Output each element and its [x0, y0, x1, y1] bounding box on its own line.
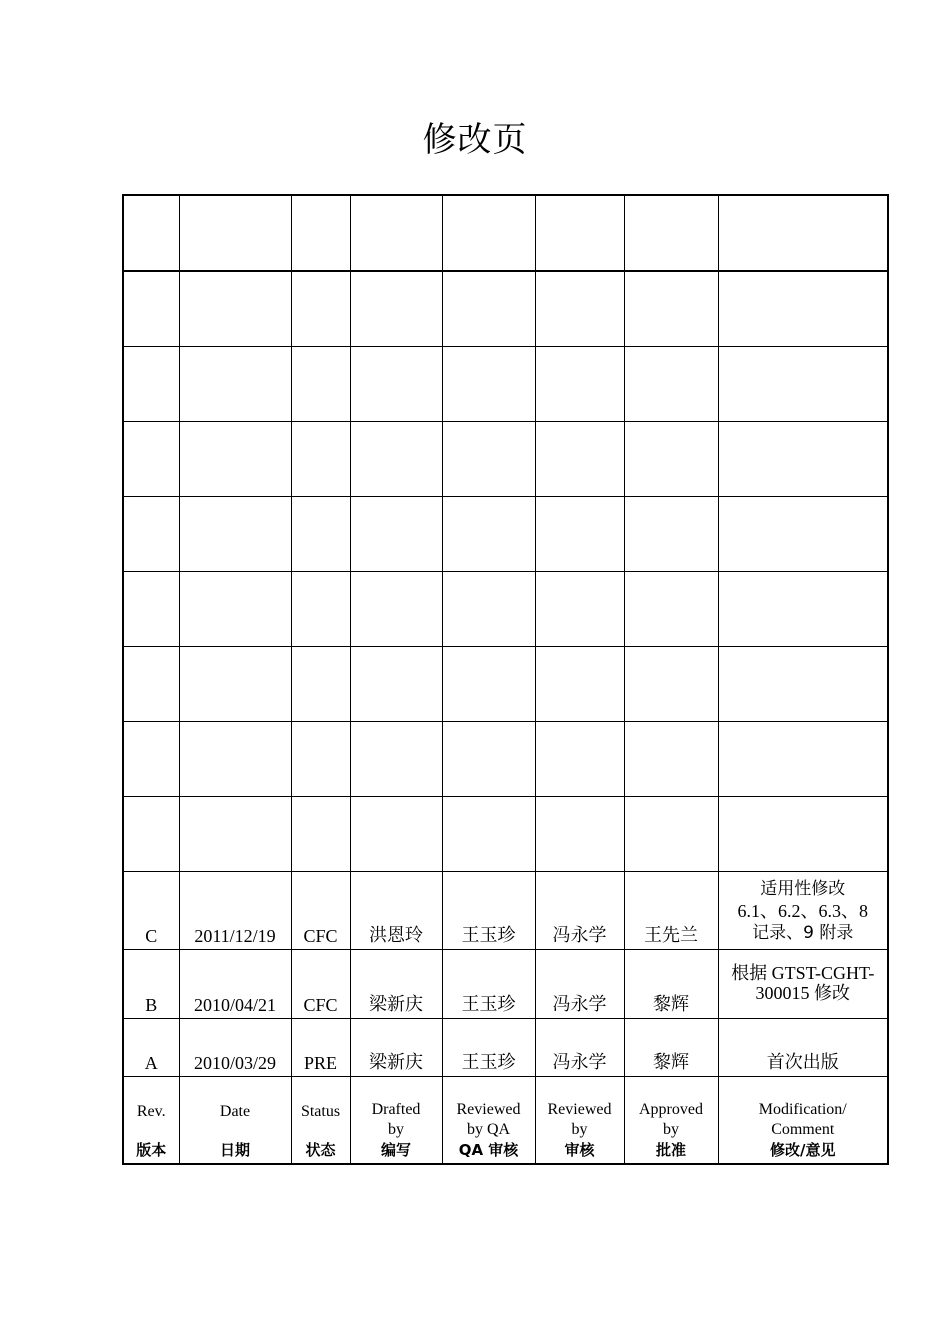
header-reviewed-qa-cn: QA 审核: [458, 1141, 519, 1159]
table-header-row: [123, 1077, 888, 1165]
drafted-cell: 洪恩玲: [350, 872, 442, 950]
table-cell: [624, 422, 718, 497]
status-cell: CFC: [291, 950, 350, 1019]
header-date-en: Date: [219, 1103, 251, 1120]
table-cell: [718, 422, 888, 497]
table-cell: [179, 722, 291, 797]
table-cell: [535, 722, 624, 797]
table-cell: [123, 797, 179, 872]
table-row-blank: [123, 797, 888, 872]
table-row-blank: [123, 497, 888, 572]
table-row-blank: [123, 572, 888, 647]
date-cell: 2011/12/19: [179, 872, 291, 950]
table-cell: [442, 422, 535, 497]
table-cell: [624, 572, 718, 647]
table-cell: [624, 271, 718, 347]
table-row-rev-a: [123, 1019, 888, 1077]
header-approved-cn: 批准: [655, 1141, 686, 1159]
header-date-cn: 日期: [219, 1141, 250, 1159]
rev-cell: C: [123, 872, 179, 950]
table-row-blank: [123, 722, 888, 797]
table-cell: [442, 572, 535, 647]
table-cell: [291, 422, 350, 497]
reviewed-qa-cell: 王玉珍: [442, 872, 535, 950]
table-cell: [624, 195, 718, 271]
comment-line: 适用性修改: [760, 878, 846, 899]
rev-cell: B: [123, 950, 179, 1019]
table-row-rev-b: [123, 950, 888, 1019]
table-cell: [291, 797, 350, 872]
header-reviewed-qa-en: Reviewed: [456, 1101, 521, 1118]
comment-line: 300015 修改: [755, 983, 850, 1003]
header-comment-en: Modification/: [758, 1101, 847, 1118]
comment-cell: [718, 950, 888, 1019]
reviewed-cell: 冯永学: [535, 1019, 624, 1077]
header-status-en: Status: [300, 1103, 341, 1120]
table-cell: [718, 347, 888, 422]
header-reviewed-qa: [442, 1077, 535, 1165]
table-cell: [718, 797, 888, 872]
comment-cell: 首次出版: [718, 1019, 888, 1077]
table-cell: [442, 497, 535, 572]
header-approved-en: Approved: [639, 1101, 703, 1118]
table-cell: [179, 195, 291, 271]
table-cell: [123, 422, 179, 497]
comment-line: 6.1、6.2、6.3、8: [737, 900, 868, 921]
table-cell: [291, 195, 350, 271]
table-cell: [291, 347, 350, 422]
table-cell: [718, 722, 888, 797]
approved-cell: 黎辉: [624, 1019, 718, 1077]
table-row-blank: [123, 347, 888, 422]
header-rev: [123, 1077, 179, 1165]
drafted-cell: 梁新庆: [350, 1019, 442, 1077]
table-cell: [442, 797, 535, 872]
date-cell: 2010/04/21: [179, 950, 291, 1019]
header-status: [291, 1077, 350, 1165]
header-rev-en: Rev.: [136, 1103, 166, 1120]
table-cell: [718, 647, 888, 722]
table-cell: [718, 497, 888, 572]
header-reviewed: [535, 1077, 624, 1165]
table-cell: [350, 572, 442, 647]
table-cell: [718, 572, 888, 647]
header-reviewed-en: Reviewed: [547, 1101, 612, 1118]
table-cell: [624, 497, 718, 572]
header-comment: [718, 1077, 888, 1165]
reviewed-qa-cell: 王玉珍: [442, 1019, 535, 1077]
table-cell: [624, 797, 718, 872]
header-comment-en2: Comment: [771, 1121, 835, 1138]
header-comment-cn: 修改/意见: [770, 1141, 836, 1159]
header-reviewed-en2: by: [571, 1121, 588, 1138]
table-cell: [179, 271, 291, 347]
table-cell: [123, 195, 179, 271]
table-cell: [123, 271, 179, 347]
table-cell: [624, 347, 718, 422]
table-cell: [442, 271, 535, 347]
header-reviewed-qa-en2: by QA: [466, 1121, 511, 1138]
table-cell: [535, 195, 624, 271]
rev-cell: A: [123, 1019, 179, 1077]
table-row-blank: [123, 195, 888, 271]
table-cell: [291, 271, 350, 347]
comment-line: 根据 GTST-CGHT-: [731, 963, 875, 983]
header-status-cn: 状态: [305, 1141, 336, 1159]
table-cell: [535, 422, 624, 497]
header-approved: [624, 1077, 718, 1165]
table-cell: [442, 347, 535, 422]
table-cell: [179, 497, 291, 572]
table-cell: [179, 422, 291, 497]
table-cell: [123, 722, 179, 797]
header-approved-en2: by: [663, 1121, 679, 1138]
header-drafted-en: Drafted: [371, 1101, 421, 1118]
table-cell: [718, 195, 888, 271]
table-cell: [624, 647, 718, 722]
page-title: 修改页: [422, 120, 528, 160]
table-row-blank: [123, 271, 888, 347]
table-cell: [535, 497, 624, 572]
revision-table: [122, 194, 889, 1165]
table-cell: [123, 497, 179, 572]
status-cell: PRE: [291, 1019, 350, 1077]
comment-cell: [718, 872, 888, 950]
table-cell: [350, 797, 442, 872]
table-cell: [179, 647, 291, 722]
table-row-blank: [123, 422, 888, 497]
table-cell: [624, 722, 718, 797]
table-cell: [442, 647, 535, 722]
comment-line: 记录、9 附录: [752, 922, 854, 943]
header-date: [179, 1077, 291, 1165]
table-cell: [350, 195, 442, 271]
header-reviewed-cn: 审核: [564, 1141, 595, 1159]
table-cell: [442, 722, 535, 797]
table-cell: [179, 797, 291, 872]
table-cell: [442, 195, 535, 271]
reviewed-cell: 冯永学: [535, 872, 624, 950]
header-drafted: [350, 1077, 442, 1165]
date-cell: 2010/03/29: [179, 1019, 291, 1077]
table-cell: [350, 722, 442, 797]
table-cell: [291, 722, 350, 797]
drafted-cell: 梁新庆: [350, 950, 442, 1019]
approved-cell: 王先兰: [624, 872, 718, 950]
table-cell: [535, 347, 624, 422]
table-cell: [123, 572, 179, 647]
header-drafted-cn: 编写: [380, 1141, 411, 1159]
header-drafted-en2: by: [388, 1121, 404, 1138]
table-cell: [123, 647, 179, 722]
header-rev-cn: 版本: [136, 1141, 167, 1159]
table-cell: [179, 347, 291, 422]
table-cell: [291, 647, 350, 722]
table-cell: [350, 422, 442, 497]
table-cell: [123, 347, 179, 422]
table-cell: [291, 497, 350, 572]
table-cell: [350, 647, 442, 722]
table-cell: [535, 797, 624, 872]
table-cell: [535, 271, 624, 347]
table-row-blank: [123, 647, 888, 722]
table-cell: [535, 572, 624, 647]
table-cell: [179, 572, 291, 647]
table-cell: [350, 497, 442, 572]
status-cell: CFC: [291, 872, 350, 950]
reviewed-cell: 冯永学: [535, 950, 624, 1019]
reviewed-qa-cell: 王玉珍: [442, 950, 535, 1019]
table-cell: [291, 572, 350, 647]
table-cell: [718, 271, 888, 347]
table-row-rev-c: [123, 872, 888, 950]
table-cell: [535, 647, 624, 722]
table-cell: [350, 347, 442, 422]
approved-cell: 黎辉: [624, 950, 718, 1019]
table-cell: [350, 271, 442, 347]
